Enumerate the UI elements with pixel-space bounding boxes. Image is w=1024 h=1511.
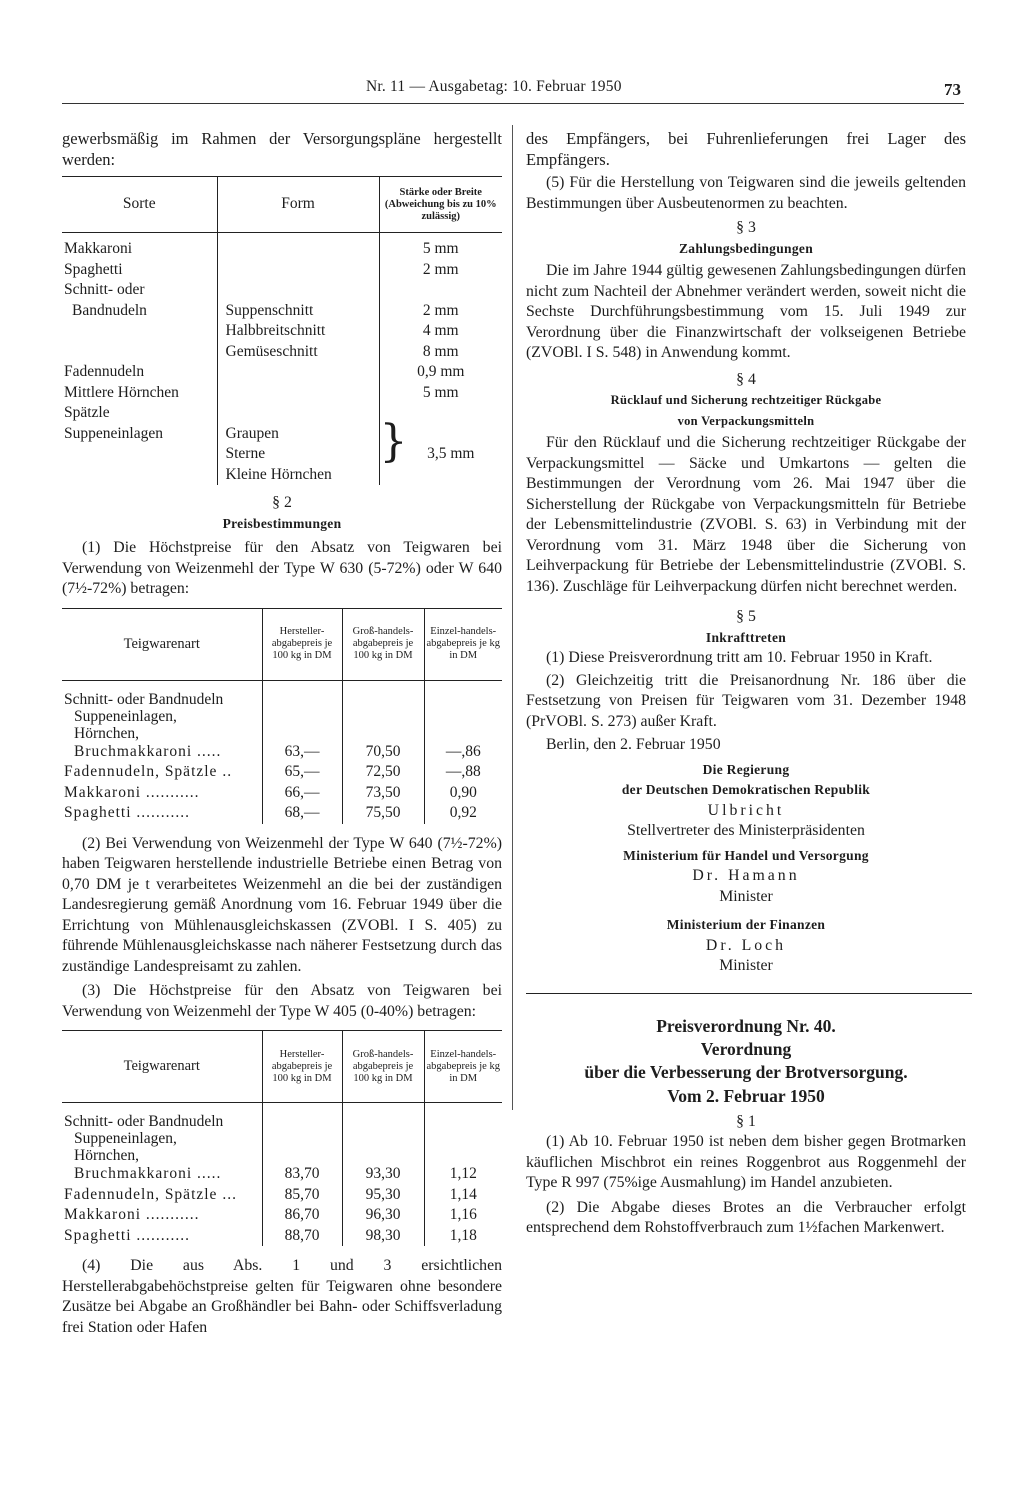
table-cell [217, 383, 379, 404]
table-cell: 83,70 [262, 1164, 342, 1185]
table-header-row [62, 177, 502, 233]
table-cell [217, 233, 379, 260]
section-5-number: § 5 [736, 608, 756, 625]
table-cell: 1,18 [449, 1226, 477, 1244]
table-cell: Suppenschnitt [217, 301, 379, 322]
table-cell: Suppeneinlagen [64, 424, 164, 442]
col-header-teigwarenart: Teigwarenart [123, 635, 200, 652]
section-4-title-line-1: Rücklauf und Sicherung rechtzeitiger Rückgabe [610, 393, 882, 407]
signatory-ulbricht: Ulbricht [707, 801, 785, 819]
table-cell: 0,9 mm [417, 363, 465, 380]
section-5-title: Inkrafttreten [705, 629, 787, 645]
table-cell: 5 mm [422, 383, 459, 401]
page-number: 73 [944, 80, 961, 99]
table-cell [62, 321, 217, 342]
table-row: Bruchmakkaroni ..... [74, 1165, 222, 1182]
table-header-row [62, 1031, 502, 1103]
table-cell [379, 280, 502, 301]
noodle-size-table [62, 176, 502, 485]
section-2-title: Preisbestimmungen [222, 515, 342, 531]
col-header-hersteller: Hersteller-abgabepreis je 100 kg in DM [271, 1048, 333, 1084]
right-column [526, 128, 966, 1239]
left-column [62, 128, 502, 1338]
table-cell: 98,30 [342, 1226, 424, 1247]
table-row: Makkaroni ........... [64, 1206, 200, 1223]
table-cell: 65,— [262, 762, 342, 783]
section-4-text: Für den Rücklauf und die Sicherung rechtzeitiger Rückgabe der Verpackungsmittel — Säcke und Umkartons — gelten die Bestimmungen der Verordnung vom 26. Mai 1947 über die Sicherstellung der Rückgabe von Verpackungsmitteln für Betriebe der Lebensmittelindustrie (ZVOBl. S. 63) in Verbindung mit der Verordnung vom 31. März 1948 über die Sicherung von Leihverpackung für Betriebe der Lebensmittelindustrie (ZVOBl. S. 136). Zuschläge für Leihverpackung dürfen nicht berechnet werden. [526, 434, 966, 595]
table-row: Bruchmakkaroni ..... [74, 742, 222, 760]
table-cell: 0,92 [449, 804, 477, 821]
table-cell: 4 mm [422, 322, 459, 339]
table-cell: 63,— [262, 742, 342, 763]
table-row: Fadennudeln, Spätzle ... [64, 1185, 237, 1203]
table-cell: 73,50 [342, 783, 424, 804]
table-row: Spaghetti ........... [64, 1226, 191, 1244]
section-2-para-1: (1) Die Höchstpreise für den Absatz von Teigwaren bei Verwendung von Weizenmehl der Type W 630 (5-72%) oder W 640 (7½-72%) betragen: [62, 539, 502, 597]
table-cell: 3,5 mm [427, 445, 475, 462]
table-cell: Sterne [217, 444, 379, 465]
decree-date: Vom 2. Februar 1950 [667, 1085, 825, 1106]
col-header-grosshandel: Groß-handels-abgabepreis je 100 kg in DM [352, 626, 414, 661]
table-cell: Mittlere Hörnchen [64, 383, 179, 401]
table-cell: 1,16 [449, 1206, 477, 1223]
page-header [0, 78, 1024, 104]
section-2-para-4: (4) Die aus Abs. 1 und 3 ersichtlichen Herstellerabgabehöchstpreise gelten für Teigwaren ohne besondere Zusätze bei Abgabe an Großhändler bei Bahn- oder Schiffsverladung frei Station oder Hafen [62, 1257, 502, 1336]
header-issue: Nr. 11 — Ausgabetag: 10. Februar 1950 [366, 78, 622, 95]
table-cell: Kleine Hörnchen [217, 465, 379, 486]
table-cell: 95,30 [342, 1185, 424, 1206]
table-cell [217, 260, 379, 281]
table-row: Schnitt- oder Bandnudeln [64, 1113, 224, 1130]
col-header-teigwarenart: Teigwarenart [123, 1058, 200, 1075]
table-cell: 75,50 [342, 803, 424, 824]
table-row: Hörnchen, [74, 724, 139, 742]
table-row: Schnitt- oder Bandnudeln [64, 690, 224, 708]
table-cell: Spätzle [64, 404, 110, 421]
table-cell: Bandnudeln [72, 301, 147, 319]
col-header-einzelhandel: Einzel-handels-abgabepreis je kg in DM [426, 1048, 500, 1084]
table-cell: 70,50 [342, 742, 424, 763]
table-cell: 2 mm [422, 260, 459, 278]
col-header-form: Form [217, 177, 379, 233]
table-cell [217, 362, 379, 383]
signatory-ulbricht-role: Stellvertreter des Ministerpräsidenten [627, 822, 865, 839]
table-cell: Gemüseschnitt [217, 342, 379, 363]
section-3-text: Die im Jahre 1944 gültig gewesenen Zahlungsbedingungen dürfen nicht zum Nachteil der Abnehmer verändert werden, soweit nicht die Sechste Durchführungsbestimmung vom 15. Juli 1949 zur Verordnung über die Finanzwirtschaft der volkseigenen Betriebe (ZVOBl. I S. 548) in Anwendung kommt. [526, 262, 966, 361]
decree-para-2: (2) Die Abgabe dieses Brotes an die Verbraucher erfolgt entsprechend dem Rohstoffverbrauch zum 1½fachen Markenwert. [526, 1198, 966, 1236]
government-line-1: Die Regierung [702, 761, 790, 777]
table-cell: Makkaroni [64, 240, 133, 257]
table-cell [62, 465, 217, 486]
section-4-number: § 4 [736, 370, 756, 388]
table-cell: Spaghetti [64, 260, 123, 278]
section-4-title-line-2: von Verpackungsmitteln [677, 413, 815, 428]
table-cell: —,86 [445, 742, 481, 760]
section-2-number: § 2 [272, 494, 292, 511]
signing-date: Berlin, den 2. Februar 1950 [546, 736, 721, 753]
section-5-para-1: (1) Diese Preisverordnung tritt am 10. Februar 1950 in Kraft. [546, 649, 933, 666]
table-cell [217, 280, 379, 301]
section-2-para-2: (2) Bei Verwendung von Weizenmehl der Type W 640 (7½-72%) haben Teigwaren herstellende industrielle Betriebe einen Betrag von 0,70 DM je t verarbeitetes Weizenmehl an die bei der zuständigen Landesregierung gemäß Anordnung vom 16. Februar 1949 über die Errichtung von Mühlenausgleichskassen (ZVOBl. I S. 405) zu führende Mühlenausgleichskasse nach näherer Festsetzung durch das zuständige Landespreisamt zu zahlen. [62, 834, 502, 975]
col-header-einzelhandel: Einzel-handels-abgabepreis je kg in DM [426, 626, 500, 661]
table-cell: 86,70 [262, 1205, 342, 1226]
table-cell [62, 342, 217, 363]
price-table-2 [62, 1030, 502, 1246]
table-cell: 68,— [262, 803, 342, 824]
table-cell: 85,70 [262, 1185, 342, 1206]
col-header-staerke: Stärke oder Breite (Abweichung bis zu 10% zulässig) [384, 186, 497, 222]
table-cell: 0,90 [449, 783, 477, 801]
decree-subtitle-2: über die Verbesserung der Brotversorgung. [584, 1061, 908, 1082]
decree-para-1: (1) Ab 10. Februar 1950 ist neben dem bisher gegen Brotmarken käuflichen Mischbrot ein reines Roggenbrot aus Roggenmehl der Type R 997 (75%ige Ausmahlung) im Handel anzubieten. [526, 1133, 966, 1191]
continued-text: des Empfängers, bei Fuhrenlieferungen frei Lager des Empfängers. [526, 129, 966, 169]
table-cell: —,88 [445, 763, 481, 780]
table-cell: Fadennudeln [64, 363, 145, 380]
table-cell: 1,14 [449, 1185, 477, 1203]
column-divider [512, 125, 513, 1110]
ministry-trade: Ministerium für Handel und Versorgung [623, 847, 869, 863]
decree-title: Preisverordnung Nr. 40. [656, 1015, 836, 1036]
table-row: Makkaroni ........... [64, 783, 200, 801]
table-cell: Halbbreitschnitt [217, 321, 379, 342]
decree-section-1-number: § 1 [736, 1112, 756, 1130]
table-cell: 93,30 [342, 1164, 424, 1185]
table-cell [379, 465, 502, 486]
table-row: Suppeneinlagen, [74, 707, 177, 725]
intro-text: gewerbsmäßig im Rahmen der Versorgungspläne hergestellt werden: [62, 129, 502, 169]
section-2-para-3: (3) Die Höchstpreise für den Absatz von Teigwaren bei Verwendung von Weizenmehl der Type W 405 (0-40%) betragen: [62, 982, 502, 1020]
price-table-1 [62, 608, 502, 824]
table-row: Suppeneinlagen, [74, 1130, 177, 1147]
signatory-loch: Dr. Loch [705, 936, 787, 954]
table-cell: 5 mm [422, 240, 459, 257]
signatory-hamann-role: Minister [719, 887, 773, 905]
section-3-number: § 3 [736, 219, 756, 236]
table-cell: 96,30 [342, 1205, 424, 1226]
government-line-2: der Deutschen Demokratischen Republik [621, 782, 871, 797]
table-cell: 66,— [262, 783, 342, 804]
table-header-row [62, 608, 502, 680]
col-header-hersteller: Hersteller-abgabepreis je 100 kg in DM [271, 626, 333, 661]
table-cell: 88,70 [262, 1226, 342, 1247]
decree-subtitle-1: Verordnung [700, 1038, 792, 1059]
table-cell: Schnitt- oder [64, 281, 145, 298]
table-cell: Graupen [217, 424, 379, 445]
signatory-hamann: Dr. Hamann [692, 867, 800, 884]
brace-icon: } [379, 416, 408, 467]
table-row: Hörnchen, [74, 1147, 139, 1164]
signatory-loch-role: Minister [719, 957, 773, 974]
section-divider [526, 993, 972, 994]
section-2-para-5: (5) Für die Herstellung von Teigwaren sind die jeweils geltenden Bestimmungen über Ausbeutenormen zu beachten. [526, 174, 966, 212]
table-cell: 2 mm [422, 301, 459, 319]
table-cell: 8 mm [422, 342, 459, 360]
table-cell: 1,12 [449, 1165, 477, 1182]
ministry-finance: Ministerium der Finanzen [666, 917, 826, 932]
header-rule [62, 103, 964, 104]
col-header-grosshandel: Groß-handels-abgabepreis je 100 kg in DM [352, 1048, 414, 1084]
table-row: Fadennudeln, Spätzle .. [64, 763, 233, 780]
table-row: Spaghetti ........... [64, 804, 191, 821]
table-cell: 72,50 [342, 762, 424, 783]
table-cell [217, 403, 379, 424]
section-5-para-2: (2) Gleichzeitig tritt die Preisanordnung Nr. 186 über die Festsetzung von Preisen für Teigwaren vom 31. Dezember 1948 (PrVOBl. S. 273) außer Kraft. [526, 671, 966, 730]
table-cell [62, 444, 217, 465]
section-3-title: Zahlungsbedingungen [678, 240, 814, 256]
col-header-sorte: Sorte [122, 195, 156, 213]
